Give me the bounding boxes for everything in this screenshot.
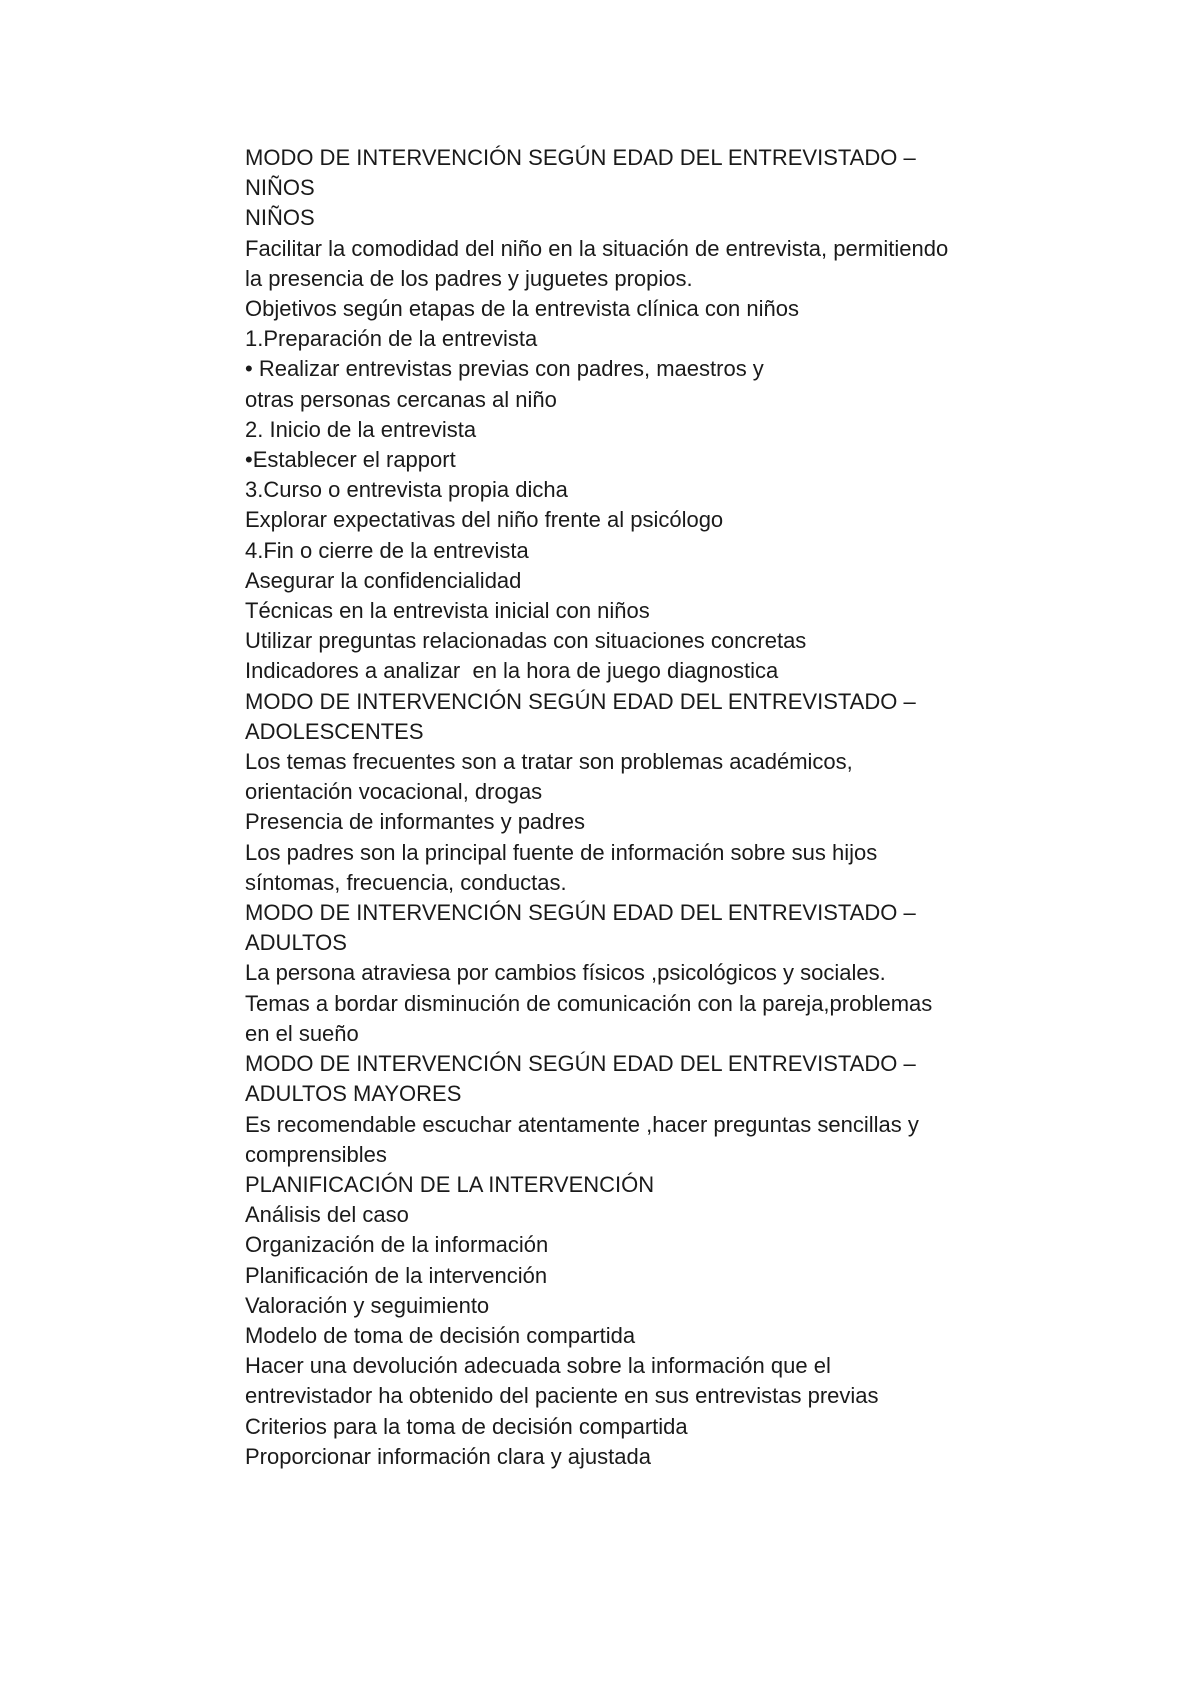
section-heading: ADOLESCENTES	[245, 718, 424, 744]
body-line: Técnicas en la entrevista inicial con niños	[245, 598, 650, 624]
body-line: Valoración y seguimiento	[245, 1292, 490, 1318]
body-line: Explorar expectativas del niño frente al psicólogo	[245, 507, 724, 533]
body-line: Temas a bordar disminución de comunicación con la pareja,problemas	[245, 990, 933, 1016]
body-line: Análisis del caso	[245, 1202, 409, 1228]
body-line: en el sueño	[245, 1020, 359, 1046]
body-line: Proporcionar información clara y ajustada	[245, 1443, 651, 1469]
section-heading: ADULTOS MAYORES	[245, 1081, 462, 1107]
body-line: orientación vocacional, drogas	[245, 779, 543, 805]
bullet-line: • Realizar entrevistas previas con padres, maestros y	[245, 356, 764, 382]
body-line: comprensibles	[245, 1141, 387, 1167]
body-line: Hacer una devolución adecuada sobre la información que el	[245, 1353, 831, 1379]
body-line: la presencia de los padres y juguetes propios.	[245, 265, 693, 291]
body-line: 1.Preparación de la entrevista	[245, 326, 538, 352]
section-heading: MODO DE INTERVENCIÓN SEGÚN EDAD DEL ENTREVISTADO –	[245, 145, 916, 170]
body-line: Utilizar preguntas relacionadas con situaciones concretas	[245, 628, 807, 654]
body-line: otras personas cercanas al niño	[245, 386, 557, 412]
document-text	[245, 143, 1145, 1472]
section-heading: MODO DE INTERVENCIÓN SEGÚN EDAD DEL ENTREVISTADO –	[245, 688, 916, 714]
body-line: 3.Curso o entrevista propia dicha	[245, 477, 568, 503]
body-line: Organización de la información	[245, 1232, 549, 1258]
subheading: NIÑOS	[245, 205, 315, 231]
body-line: La persona atraviesa por cambios físicos ,psicológicos y sociales.	[245, 960, 886, 986]
body-line: Modelo de toma de decisión compartida	[245, 1322, 636, 1348]
body-line: síntomas, frecuencia, conductas.	[245, 869, 567, 895]
body-line: Presencia de informantes y padres	[245, 809, 585, 835]
section-heading: NIÑOS	[245, 175, 315, 201]
body-line: Los padres son la principal fuente de información sobre sus hijos	[245, 839, 878, 865]
bullet-line: •Establecer el rapport	[245, 447, 456, 473]
body-line: 2. Inicio de la entrevista	[245, 416, 477, 442]
section-heading: MODO DE INTERVENCIÓN SEGÚN EDAD DEL ENTREVISTADO –	[245, 1051, 916, 1077]
body-line: Facilitar la comodidad del niño en la situación de entrevista, permitiendo	[245, 235, 949, 261]
body-line: Criterios para la toma de decisión compartida	[245, 1413, 688, 1439]
section-heading: ADULTOS	[245, 930, 347, 956]
body-line: Indicadores a analizar en la hora de juego diagnostica	[245, 658, 779, 684]
body-line: Planificación de la intervención	[245, 1262, 548, 1288]
section-heading: PLANIFICACIÓN DE LA INTERVENCIÓN	[245, 1171, 655, 1197]
body-line: entrevistador ha obtenido del paciente en sus entrevistas previas	[245, 1383, 879, 1409]
body-line: Los temas frecuentes son a tratar son problemas académicos,	[245, 749, 853, 775]
body-line: Asegurar la confidencialidad	[245, 567, 522, 593]
section-heading: MODO DE INTERVENCIÓN SEGÚN EDAD DEL ENTREVISTADO –	[245, 900, 916, 926]
body-line: 4.Fin o cierre de la entrevista	[245, 537, 529, 563]
body-line: Objetivos según etapas de la entrevista clínica con niños	[245, 296, 799, 322]
body-line: Es recomendable escuchar atentamente ,hacer preguntas sencillas y	[245, 1111, 919, 1137]
